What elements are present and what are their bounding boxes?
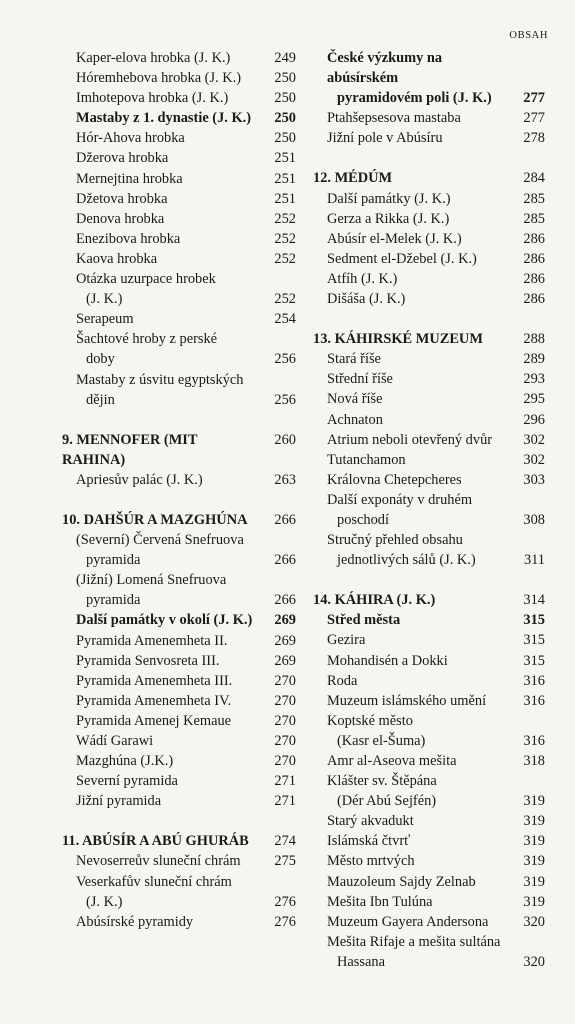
- toc-section-heading: [313, 329, 545, 349]
- section-gap: [62, 490, 296, 510]
- toc-entry-title: České výzkumy na abúsírském: [327, 50, 443, 87]
- toc-entry: [313, 811, 545, 831]
- toc-entry-title: (Kasr el-Šuma): [337, 732, 426, 749]
- toc-entry-title: (Jižní) Lomená Snefruova: [76, 572, 227, 589]
- toc-entry: [313, 851, 545, 871]
- toc-entry-title: 10. DAHŠÚR A MAZGHÚNA: [62, 511, 248, 528]
- toc-entry-title: Pyramida Amenemheta IV.: [76, 692, 232, 709]
- toc-entry: [62, 711, 296, 731]
- toc-entry: [62, 88, 296, 108]
- toc-page-number: 319: [523, 893, 545, 910]
- toc-page-number: 319: [523, 793, 545, 810]
- toc-page-number: 249: [274, 50, 296, 66]
- toc-entry-title: Mazghúna (J.K.): [76, 753, 174, 770]
- toc-entry-title: 9. MENNOFER (MIT RAHINA): [62, 431, 198, 468]
- toc-entry: [313, 128, 545, 148]
- toc-entry-title: Střed města: [327, 612, 401, 629]
- toc-page-number: 303: [523, 471, 545, 488]
- toc-section-heading: [62, 430, 296, 470]
- toc-entry-title: Ptahšepsesova mastaba: [327, 110, 461, 127]
- toc-entry-title: Muzeum islámského umění: [327, 692, 487, 709]
- toc-entry: [62, 269, 296, 289]
- toc-entry: [62, 851, 296, 871]
- section-gap: [313, 309, 545, 329]
- toc-entry: [313, 771, 545, 791]
- toc-entry: [313, 450, 545, 470]
- toc-entry-title: pyramidovém poli (J. K.): [337, 90, 492, 107]
- toc-entry-title: Hóremhebova hrobka (J. K.): [76, 70, 242, 87]
- toc-page-number: 311: [523, 552, 545, 569]
- toc-entry-title: 11. ABÚSÍR A ABÚ GHURÁB: [62, 833, 249, 850]
- toc-entry-title: Další památky v okolí (J. K.): [76, 612, 253, 629]
- toc-entry-title: Mohandisén a Dokki: [327, 652, 448, 669]
- toc-page-number: 252: [274, 250, 296, 267]
- toc-entry: [313, 430, 545, 450]
- toc-entry-title: 13. KÁHIRSKÉ MUZEUM: [313, 331, 483, 348]
- toc-page-number: 286: [523, 250, 545, 267]
- toc-entry-title: Veserkafův sluneční chrám: [76, 873, 232, 890]
- toc-entry: [313, 349, 545, 369]
- toc-entry-title: Mastaby z úsvitu egyptských: [76, 371, 244, 388]
- toc-entry: [62, 349, 296, 369]
- toc-entry-title: Tutanchamon: [327, 451, 406, 468]
- toc-page-number: 270: [274, 753, 296, 770]
- toc-entry: [313, 490, 545, 510]
- toc-entry: [62, 209, 296, 229]
- toc-entry-title: dějin: [86, 391, 115, 408]
- toc-entry-title: Pyramida Senvosreta III.: [76, 652, 220, 669]
- toc-entry: [313, 872, 545, 892]
- toc-entry-title: Pyramida Amenej Kemaue: [76, 712, 232, 729]
- toc-page-number: 266: [274, 592, 296, 609]
- toc-entry: [313, 610, 545, 630]
- toc-entry-title: Kaova hrobka: [76, 250, 158, 267]
- toc-page-number: 270: [274, 733, 296, 749]
- toc-entry-title: Mešita Ibn Tulúna: [327, 893, 433, 910]
- toc-entry: [62, 48, 296, 68]
- toc-page-number: 256: [274, 391, 296, 408]
- toc-entry-title: Gezira: [327, 632, 366, 649]
- toc-page-number: 319: [523, 873, 545, 890]
- toc-entry-title: Roda: [327, 672, 358, 689]
- toc-page-number: 278: [523, 130, 545, 147]
- toc-entry-title: Jižní pyramida: [76, 793, 162, 810]
- toc-page-number: 252: [274, 230, 296, 247]
- toc-entry: [313, 410, 545, 430]
- toc-entry: [313, 530, 545, 550]
- toc-page-number: 256: [274, 351, 296, 368]
- toc-entry: [62, 912, 296, 932]
- toc-entry-title: Muzeum Gayera Andersona: [327, 913, 489, 930]
- toc-entry: [62, 771, 296, 791]
- toc-entry-title: poschodí: [337, 511, 389, 528]
- section-gap: [313, 148, 545, 168]
- toc-entry: [62, 610, 296, 630]
- toc-page-number: 250: [274, 90, 296, 107]
- toc-entry-title: Nevoserreův sluneční chrám: [76, 853, 241, 870]
- toc-page-number: 251: [274, 170, 296, 187]
- toc-entry: [313, 189, 545, 209]
- toc-entry: [313, 711, 545, 731]
- toc-right-column: [313, 48, 545, 972]
- toc-entry-title: Imhotepova hrobka (J. K.): [76, 90, 229, 107]
- toc-entry: [62, 68, 296, 88]
- toc-entry-title: Hór-Ahova hrobka: [76, 130, 185, 147]
- toc-page-number: 316: [523, 732, 545, 749]
- toc-page-number: 293: [523, 371, 545, 388]
- toc-entry-title: Stará říše: [327, 351, 381, 368]
- toc-page-number: 266: [274, 552, 296, 569]
- toc-entry-title: Dišáša (J. K.): [327, 291, 406, 308]
- toc-entry: [62, 309, 296, 329]
- toc-entry: [313, 369, 545, 389]
- toc-page-number: 302: [523, 451, 545, 468]
- toc-entry-title: Abúsírské pyramidy: [76, 913, 194, 930]
- toc-page-number: 250: [274, 110, 296, 127]
- toc-page-number: 269: [274, 612, 296, 629]
- toc-entry: [313, 550, 545, 570]
- toc-entry-title: Nová říše: [327, 391, 383, 408]
- toc-entry: [62, 651, 296, 671]
- toc-entry-title: Mešita Rifaje a mešita sultána: [327, 933, 501, 950]
- toc-entry: [313, 209, 545, 229]
- toc-page-number: 252: [274, 210, 296, 227]
- toc-entry: [62, 329, 296, 349]
- toc-page-number: 288: [523, 331, 545, 348]
- toc-entry: [313, 470, 545, 490]
- toc-page-number: 308: [523, 511, 545, 528]
- toc-section-heading: [313, 168, 545, 188]
- toc-page-number: 315: [523, 652, 545, 669]
- toc-entry-title: Stručný přehled obsahu: [327, 532, 463, 549]
- toc-page-number: 319: [523, 813, 545, 830]
- toc-entry-title: Královna Chetepcheres: [327, 471, 462, 488]
- toc-entry-title: Střední říše: [327, 371, 393, 388]
- toc-page-number: 269: [274, 632, 296, 649]
- toc-entry: [313, 691, 545, 711]
- toc-page-number: 316: [523, 692, 545, 709]
- toc-entry: [62, 530, 296, 550]
- toc-entry-title: (J. K.): [86, 291, 123, 308]
- toc-page-number: 276: [274, 913, 296, 930]
- toc-entry: [62, 570, 296, 590]
- toc-entry: [313, 630, 545, 650]
- toc-page-number: 250: [274, 130, 296, 147]
- toc-page-number: 302: [523, 431, 545, 448]
- toc-page-number: 270: [274, 672, 296, 689]
- toc-entry-title: Apriesův palác (J. K.): [76, 471, 203, 488]
- toc-entry: [313, 389, 545, 409]
- toc-page-number: 315: [523, 632, 545, 649]
- toc-entry: [313, 289, 545, 309]
- toc-entry-title: Pyramida Amenemheta II.: [76, 632, 228, 649]
- toc-page-number: 260: [274, 431, 296, 448]
- toc-entry-title: Mernejtina hrobka: [76, 170, 183, 187]
- toc-entry-title: Džerova hrobka: [76, 150, 169, 167]
- toc-entry-title: Jižní pole v Abúsíru: [327, 130, 443, 147]
- toc-entry-title: Mastaby z 1. dynastie (J. K.): [76, 110, 252, 127]
- toc-page-number: 271: [274, 773, 296, 790]
- toc-entry-title: Starý akvadukt: [327, 813, 414, 830]
- toc-entry: [62, 370, 296, 390]
- toc-page-number: 251: [274, 190, 296, 207]
- toc-entry-title: Mauzoleum Sajdy Zelnab: [327, 873, 476, 890]
- toc-entry: [62, 731, 296, 751]
- toc-entry: [313, 912, 545, 932]
- toc-entry-title: (J. K.): [86, 893, 123, 910]
- toc-page-number: 289: [523, 351, 545, 368]
- toc-entry-title: Šachtové hroby z perské: [76, 331, 218, 348]
- toc-page-number: 319: [523, 833, 545, 850]
- toc-left-column: [62, 48, 296, 932]
- toc-entry-title: Atrium neboli otevřený dvůr: [327, 431, 493, 448]
- toc-entry-title: Islámská čtvrť: [327, 833, 411, 850]
- toc-entry: [313, 108, 545, 128]
- toc-entry: [62, 148, 296, 168]
- toc-page-number: 320: [523, 913, 545, 930]
- toc-entry-title: Gerza a Rikka (J. K.): [327, 210, 450, 227]
- toc-entry: [313, 651, 545, 671]
- toc-entry: [62, 550, 296, 570]
- toc-entry: [313, 48, 545, 88]
- toc-entry: [62, 791, 296, 811]
- toc-page-number: 254: [274, 311, 296, 328]
- section-gap: [62, 811, 296, 831]
- toc-entry-title: Město mrtvých: [327, 853, 415, 870]
- toc-section-heading: [62, 831, 296, 851]
- toc-entry: [62, 128, 296, 148]
- toc-entry: [62, 671, 296, 691]
- toc-entry: [313, 249, 545, 269]
- toc-entry-title: (Severní) Červená Snefruova: [76, 532, 244, 549]
- toc-entry: [313, 952, 545, 972]
- toc-entry-title: (Dér Abú Sejfén): [337, 793, 437, 810]
- toc-entry: [62, 751, 296, 771]
- toc-entry: [62, 872, 296, 892]
- toc-entry-title: Džetova hrobka: [76, 190, 168, 207]
- toc-entry-title: Otázka uzurpace hrobek: [76, 271, 216, 288]
- toc-entry: [313, 751, 545, 771]
- toc-entry-title: 14. KÁHIRA (J. K.): [313, 592, 436, 609]
- toc-page-number: 285: [523, 210, 545, 227]
- toc-page-number: 270: [274, 692, 296, 709]
- toc-page-number: 276: [274, 893, 296, 910]
- toc-page-number: 319: [523, 853, 545, 870]
- toc-page-number: 263: [274, 471, 296, 488]
- toc-page-number: 284: [523, 170, 545, 187]
- toc-entry-title: Amr al-Aseova mešita: [327, 753, 457, 769]
- toc-entry: [62, 631, 296, 651]
- toc-page-number: 271: [274, 793, 296, 810]
- toc-entry-title: Abúsír el-Melek (J. K.): [327, 230, 462, 247]
- toc-page-number: 270: [274, 712, 296, 729]
- toc-entry: [62, 189, 296, 209]
- toc-entry-title: Klášter sv. Štěpána: [327, 773, 437, 790]
- toc-entry: [62, 691, 296, 711]
- toc-page-number: 275: [274, 853, 296, 870]
- toc-entry-title: Další exponáty v druhém: [327, 491, 473, 508]
- toc-page-number: 277: [523, 90, 545, 107]
- toc-entry-title: pyramida: [86, 592, 141, 609]
- toc-page-number: 285: [523, 190, 545, 207]
- toc-page-number: 296: [523, 411, 545, 428]
- toc-entry: [313, 791, 545, 811]
- toc-entry: [313, 510, 545, 530]
- toc-entry-title: pyramida: [86, 552, 141, 569]
- toc-entry-title: jednotlivých sálů (J. K.): [337, 552, 476, 569]
- toc-page-number: 320: [523, 953, 545, 970]
- section-gap: [313, 570, 545, 590]
- toc-entry-title: Denova hrobka: [76, 210, 165, 227]
- toc-entry-title: 12. MÉDÚM: [313, 170, 393, 187]
- toc-entry: [62, 169, 296, 189]
- toc-entry: [62, 249, 296, 269]
- toc-entry-title: Koptské město: [327, 712, 413, 729]
- toc-entry-title: Severní pyramida: [76, 773, 178, 790]
- toc-page-number: 314: [523, 592, 545, 609]
- toc-entry: [313, 892, 545, 912]
- toc-page-number: 250: [274, 70, 296, 87]
- toc-entry: [313, 731, 545, 751]
- toc-entry-title: Sedment el-Džebel (J. K.): [327, 250, 477, 267]
- toc-entry-title: Wádí Garawi: [76, 733, 154, 749]
- toc-entry-title: Hassana: [337, 953, 385, 970]
- toc-entry: [313, 671, 545, 691]
- toc-page-number: 318: [523, 753, 545, 769]
- toc-entry-title: Enezibova hrobka: [76, 230, 181, 247]
- page-header: OBSAH: [509, 30, 548, 41]
- toc-section-heading: [62, 510, 296, 530]
- toc-entry: [313, 831, 545, 851]
- toc-entry-title: Achnaton: [327, 411, 383, 428]
- toc-page-number: 269: [274, 652, 296, 669]
- toc-page-number: 286: [523, 270, 545, 287]
- toc-entry-title: Další památky (J. K.): [327, 190, 451, 207]
- toc-entry: [313, 88, 545, 108]
- toc-page-number: 266: [274, 511, 296, 528]
- toc-entry: [62, 289, 296, 309]
- toc-entry-title: Atfíh (J. K.): [327, 270, 398, 287]
- toc-entry: [313, 229, 545, 249]
- toc-entry-title: Pyramida Amenemheta III.: [76, 672, 233, 689]
- toc-page-number: 274: [274, 833, 296, 850]
- toc-entry: [62, 892, 296, 912]
- toc-entry: [62, 590, 296, 610]
- toc-page-number: 286: [523, 291, 545, 308]
- toc-entry: [313, 932, 545, 952]
- toc-entry-title: Kaper-elova hrobka (J. K.): [76, 50, 231, 66]
- toc-page-number: 315: [523, 612, 545, 629]
- toc-page-number: 252: [274, 291, 296, 308]
- toc-entry: [313, 269, 545, 289]
- toc-section-heading: [313, 590, 545, 610]
- toc-entry-title: Serapeum: [76, 311, 134, 328]
- toc-entry: [62, 470, 296, 490]
- toc-page-number: 251: [274, 150, 296, 167]
- toc-entry-title: doby: [86, 351, 115, 368]
- toc-page-number: 286: [523, 230, 545, 247]
- section-gap: [62, 410, 296, 430]
- toc-entry: [62, 390, 296, 410]
- toc-entry: [62, 108, 296, 128]
- toc-page-number: 295: [523, 391, 545, 408]
- toc-entry: [62, 229, 296, 249]
- toc-page-number: 277: [523, 110, 545, 127]
- toc-page-number: 316: [523, 672, 545, 689]
